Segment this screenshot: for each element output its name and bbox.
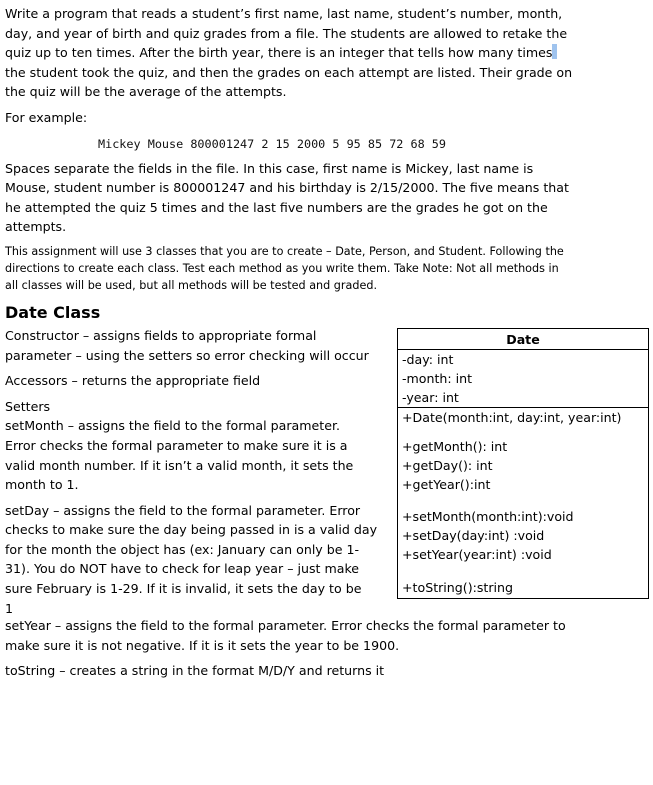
setyear-line: make sure it is not negative. If it is it sets the year to be 1900. [5, 637, 400, 653]
intro-line [5, 43, 645, 63]
method-descriptions [5, 326, 388, 624]
explanation-line: attempts. [5, 219, 67, 235]
constructor-description [5, 326, 388, 365]
intro-line: the student took the quiz, and then the grades on each attempt are listed. Their grade on [5, 64, 573, 80]
intro-paragraph [5, 4, 645, 102]
description-line: setDay – assigns the field to the formal parameter. Error [5, 502, 361, 518]
uml-fields [398, 349, 648, 407]
uml-getter: +getYear():int [402, 476, 491, 492]
description-line: for the month the object has (ex: January can only be 1- [5, 541, 360, 557]
intro-line-text: quiz up to ten times. After the birth year, there is an integer that tells how many times [5, 45, 553, 61]
description-line: setMonth – assigns the field to the formal parameter. [5, 418, 340, 434]
explanation-line: he attempted the quiz 5 times and the last five numbers are the grades he got on the [5, 199, 548, 215]
intro-line: day, and year of birth and quiz grades from a file. The students are allowed to retake the [5, 25, 568, 41]
uml-class-name: Date [506, 331, 540, 347]
uml-class-diagram [397, 328, 649, 599]
tostring-description: toString – creates a string in the format M/D/Y and returns it [5, 663, 385, 679]
description-line: valid month number. If it isn’t a valid month, it sets the [5, 457, 354, 473]
example-input-line: Mickey Mouse 800001247 2 15 2000 5 95 85 72 68 59 [98, 136, 447, 151]
assignment-line: This assignment will use 3 classes that you are to create – Date, Person, and Student. Following the [5, 244, 564, 258]
date-class-section [5, 324, 645, 616]
explanation-line: Mouse, student number is 800001247 and his birthday is 2/15/2000. The five means that [5, 180, 569, 196]
uml-methods [398, 407, 648, 598]
uml-field: -year: int [402, 389, 459, 405]
description-line: month to 1. [5, 477, 79, 493]
uml-getter: +getMonth(): int [402, 438, 508, 454]
uml-setter: +setYear(year:int) :void [402, 546, 552, 562]
remaining-descriptions [5, 616, 645, 681]
explanation-line: Spaces separate the fields in the file. In this case, first name is Mickey, last name is [5, 160, 534, 176]
uml-field: -day: int [402, 351, 454, 367]
description-line: parameter – using the setters so error checking will occur [5, 347, 369, 363]
intro-line: the quiz will be the average of the attempts. [5, 84, 287, 100]
uml-constructor: +Date(month:int, day:int, year:int) [402, 409, 622, 425]
description-line: sure February is 1-29. If it is invalid, it sets the day to be [5, 581, 362, 597]
assignment-line: directions to create each class. Test each method as you write them. Take Note: Not all methods in [5, 261, 559, 275]
uml-field: -month: int [402, 370, 473, 386]
assignment-paragraph [5, 243, 645, 294]
description-line: Accessors – returns the appropriate field [5, 373, 261, 389]
setyear-line: setYear – assigns the field to the formal parameter. Error checks the formal parameter to [5, 617, 566, 633]
description-line: Constructor – assigns fields to appropriate formal [5, 327, 317, 343]
setters-heading: Setters [5, 398, 51, 414]
example-label: For example: [5, 109, 88, 125]
description-line: checks to make sure the day being passed in is a valid day [5, 522, 378, 538]
description-line: 31). You do NOT have to check for leap year – just make [5, 561, 360, 577]
description-line: Error checks the formal parameter to make sure it is a [5, 437, 348, 453]
setday-description [5, 501, 388, 619]
accessors-description [5, 371, 388, 391]
explanation-paragraph [5, 159, 645, 237]
document-page [5, 4, 645, 681]
text-cursor-highlight [552, 44, 557, 59]
uml-getter: +getDay(): int [402, 457, 493, 473]
intro-line: Write a program that reads a student’s first name, last name, student’s number, month, [5, 6, 563, 21]
uml-tostring: +toString():string [402, 579, 514, 595]
uml-setter: +setDay(day:int) :void [402, 527, 545, 543]
assignment-line: all classes will be used, but all methods will be tested and graded. [5, 278, 378, 292]
uml-setter: +setMonth(month:int):void [402, 508, 574, 524]
section-title: Date Class [5, 302, 101, 322]
description-line: 1 [5, 600, 14, 616]
setters-description [5, 397, 388, 495]
